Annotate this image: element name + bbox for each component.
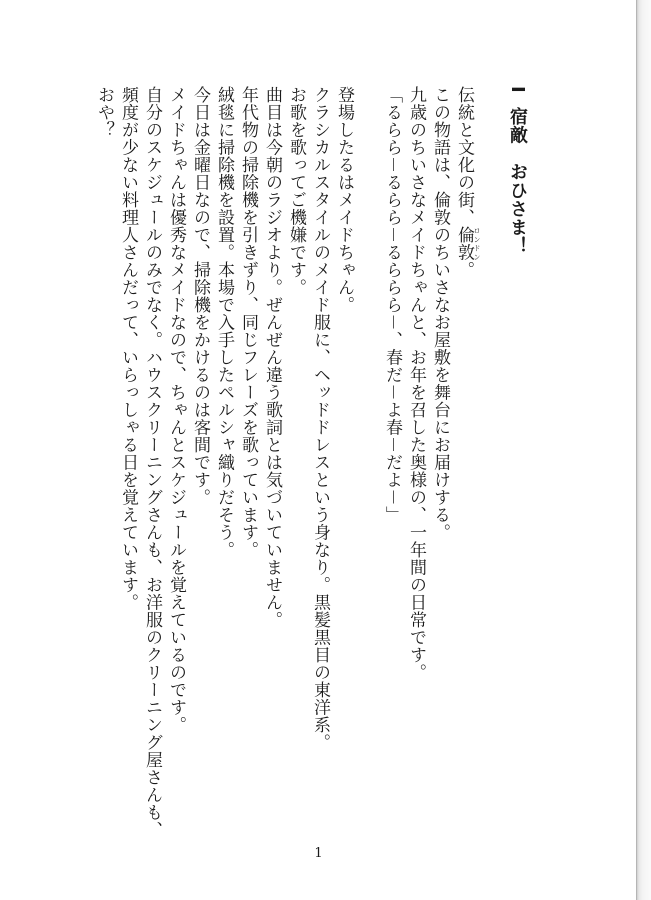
body-line-3: お歌を歌ってご機嫌です。: [286, 86, 306, 296]
song-line: 「るらら－るらら－るららら－、春だ－よ春－だよ－」: [382, 86, 402, 524]
ruby-london: 倫敦 ロンドン: [454, 226, 481, 261]
body-line-4: 曲目は今朝のラジオより。ぜんぜん違う歌詞とは気づいていません。: [262, 86, 282, 629]
body-line-5: 年代物の掃除機を引きずり、同じフレーズを歌っています。: [238, 86, 258, 559]
chapter-title-kanji: 宿敵: [507, 107, 528, 145]
chapter-number: I: [507, 86, 528, 94]
body-line-11: おや？: [94, 86, 114, 139]
body-line-2: クラシカルスタイルのメイド服に、ヘッドドレスという身なり。黒髪黒目の東洋系。: [310, 86, 330, 751]
page-edge-shadow: [637, 0, 651, 900]
body-line-7: 今日は金曜日なので、掃除機をかけるのは客間です。: [190, 86, 210, 506]
body-line-8: メイドちゃんは優秀なメイドなので、ちゃんとスケジュールを覚えているのです。: [166, 86, 186, 734]
paragraph-line-1: 伝統と文化の街、倫敦 ロンドン。: [454, 86, 481, 279]
chapter-title-kana: おひさま！: [507, 144, 528, 256]
paragraph-line-2: この物語は、倫敦のちいさなお屋敷を舞台にお届けする。: [430, 86, 450, 541]
body-line-10: 頻度が少ない料理人さんだって、いらっしゃる日を覚えています。: [118, 86, 138, 611]
paragraph-line-3: 九歳のちいさなメイドちゃんと、お年を召した奥様の、一年間の日常です。: [406, 86, 426, 681]
body-line-1: 登場したるはメイドちゃん。: [334, 86, 354, 314]
body-line-6: 絨毯に掃除機を設置。本場で入手したペルシャ織りだそう。: [214, 86, 234, 559]
body-line-9: 自分のスケジュールのみでなく。ハウスクリーニングさんも、お洋服のクリーニング屋さんも、: [142, 86, 162, 839]
vertical-text-body: [92, 86, 529, 839]
chapter-heading: [505, 86, 529, 806]
page-number: 1: [314, 846, 323, 861]
ruby-reading: ロンドン: [473, 226, 481, 261]
